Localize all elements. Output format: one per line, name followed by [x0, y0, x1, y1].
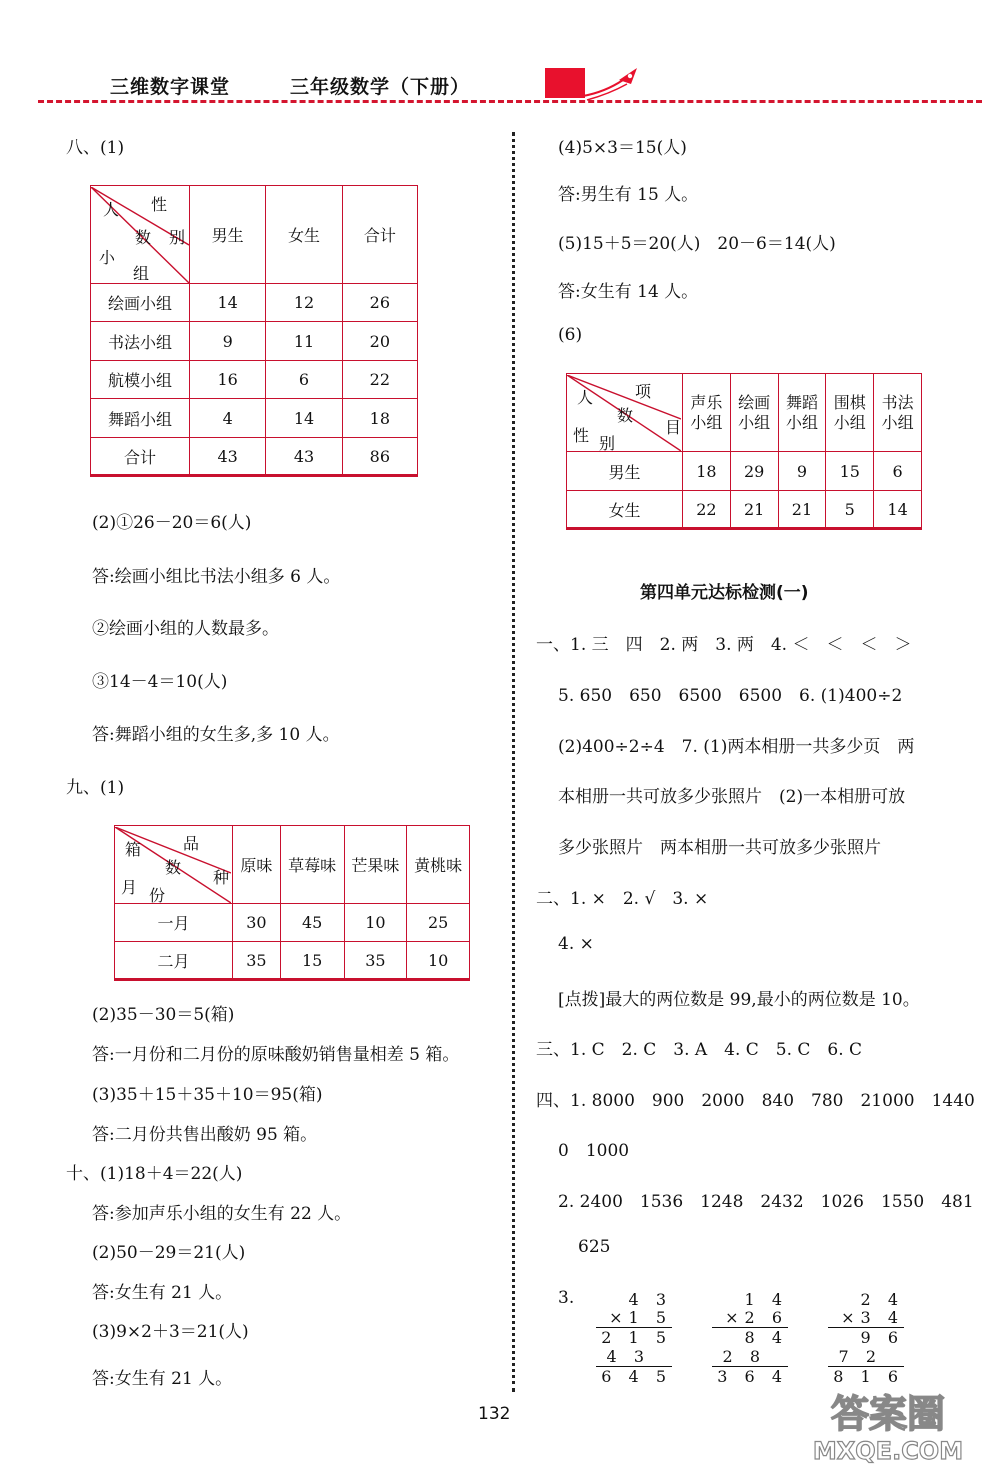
answer-line: (2)35－30＝5(箱) [92, 1005, 235, 1025]
col-header-line: 围棋 [833, 392, 866, 412]
watermark-logo [800, 1385, 975, 1465]
row-label: 合计 [91, 438, 190, 476]
corner-label: 月 [121, 877, 138, 897]
answer-line: 答:参加声乐小组的女生有 22 人。 [92, 1204, 352, 1224]
corner-label: 数 [135, 227, 152, 247]
book-title: 三年级数学（下册） [290, 76, 471, 98]
answer-line: 答:女生有 21 人。 [92, 1283, 233, 1303]
table-cell: 9 [778, 452, 826, 491]
col-header [826, 374, 874, 452]
table-row [91, 361, 418, 399]
corner-label: 数 [617, 405, 634, 425]
answer-line: 答:绘画小组比书法小组多 6 人。 [92, 567, 341, 587]
table-cell: 35 [344, 942, 407, 980]
table-cell: 86 [342, 438, 417, 476]
vertical-multiplication [712, 1290, 788, 1390]
col-header-line: 小组 [738, 412, 771, 432]
column-divider [512, 132, 515, 1392]
corner-label: 种 [213, 867, 230, 887]
corner-label: 目 [665, 417, 682, 437]
col-header-line: 声乐 [690, 392, 723, 412]
answer-line: 二、1. × 2. √ 3. × [536, 889, 709, 909]
table-cell: 11 [266, 322, 342, 361]
answer-line: 答:二月份共售出酸奶 95 箱。 [92, 1125, 318, 1145]
col-header-line: 小组 [785, 412, 818, 432]
table-cell: 14 [190, 284, 266, 322]
group-gender-table [90, 185, 418, 477]
row-label: 航模小组 [91, 361, 190, 399]
answer-line: 625 [578, 1237, 611, 1257]
table-cell: 10 [344, 904, 407, 942]
table-cell: 25 [407, 904, 470, 942]
series-title: 三维数字课堂 [110, 76, 231, 98]
table-cell: 6 [266, 361, 342, 399]
diagonal-header-cell [115, 826, 233, 904]
col-header-line: 小组 [690, 412, 723, 432]
page-header [0, 0, 1000, 110]
product: 6 4 5 [601, 1367, 672, 1386]
col-header: 黄桃味 [407, 826, 470, 904]
col-header: 男生 [190, 186, 266, 284]
table-cell: 15 [280, 942, 344, 980]
multiplier: ×1 5 [609, 1308, 672, 1327]
table-row [91, 284, 418, 322]
multiplicand: 1 4 [744, 1290, 788, 1309]
answer-line: 多少张照片 两本相册一共可放多少张照片 [558, 838, 881, 858]
activity-group-table [566, 373, 922, 530]
multiplier: ×2 6 [725, 1308, 788, 1327]
section-9-label: 九、(1) [66, 778, 125, 798]
table-cell: 22 [342, 361, 417, 399]
hint-line: [点拨]最大的两位数是 99,最小的两位数是 10。 [558, 990, 920, 1010]
product: 8 1 6 [833, 1367, 904, 1386]
table-row [91, 399, 418, 438]
corner-label: 别 [169, 227, 186, 247]
corner-label: 份 [149, 885, 166, 905]
row-label: 男生 [567, 452, 683, 491]
table-cell: 20 [342, 322, 417, 361]
col-header-line: 书法 [881, 392, 914, 412]
partial-product: 9 6 [860, 1328, 904, 1347]
table-cell: 21 [730, 491, 778, 529]
col-header-line: 舞蹈 [785, 392, 818, 412]
answer-line: (3)9×2＋3＝21(人) [92, 1322, 249, 1342]
section-8-label: 八、(1) [66, 138, 125, 158]
corner-label: 组 [133, 263, 150, 283]
corner-label: 箱 [125, 839, 142, 859]
table-cell: 22 [682, 491, 730, 529]
answer-line: 答:女生有 14 人。 [558, 282, 699, 302]
watermark-url: MXQE.COM [812, 1437, 964, 1465]
partial-product: 4 3 [606, 1347, 650, 1366]
row-label: 书法小组 [91, 322, 190, 361]
col-header [730, 374, 778, 452]
answer-line: (5)15＋5＝20(人) 20－6＝14(人) [558, 234, 836, 254]
corner-label: 数 [165, 857, 182, 877]
row-label: 舞蹈小组 [91, 399, 190, 438]
vertical-multiplication [596, 1290, 672, 1390]
answer-line: (2)400÷2÷4 7. (1)两本相册一共多少页 两 [558, 737, 915, 757]
answer-line: (2)50－29＝21(人) [92, 1243, 246, 1263]
col-header [778, 374, 826, 452]
table-cell: 14 [266, 399, 342, 438]
table-row [91, 438, 418, 476]
table-cell: 35 [232, 942, 280, 980]
answer-line: 答:一月份和二月份的原味酸奶销售量相差 5 箱。 [92, 1045, 460, 1065]
diagonal-header-cell [567, 374, 683, 452]
table-row [115, 904, 470, 942]
vertical-multiplication [828, 1290, 904, 1390]
table-cell: 4 [190, 399, 266, 438]
product: 3 6 4 [717, 1367, 788, 1386]
table-row [567, 452, 922, 491]
partial-product: 7 2 [838, 1347, 882, 1366]
table-cell: 29 [730, 452, 778, 491]
col-header-line: 小组 [833, 412, 866, 432]
answer-line: 答:舞蹈小组的女生多,多 10 人。 [92, 725, 340, 745]
row-label: 绘画小组 [91, 284, 190, 322]
table-row [91, 322, 418, 361]
answer-line: 答:女生有 21 人。 [92, 1369, 233, 1389]
table-cell: 21 [778, 491, 826, 529]
table-cell: 9 [190, 322, 266, 361]
section-10-line: 十、(1)18＋4＝22(人) [66, 1164, 243, 1184]
table-cell: 43 [190, 438, 266, 476]
partial-product: 2 8 [722, 1347, 766, 1366]
table-cell: 14 [874, 491, 922, 529]
multiplicand: 2 4 [860, 1290, 904, 1309]
corner-label: 人 [103, 199, 120, 219]
table-cell: 10 [407, 942, 470, 980]
col-header: 合计 [342, 186, 417, 284]
partial-product: 2 1 5 [601, 1328, 672, 1347]
answer-line: 本相册一共可放多少张照片 (2)一本相册可放 [558, 787, 906, 807]
row-label: 女生 [567, 491, 683, 529]
table-cell: 15 [826, 452, 874, 491]
answer-line: ②绘画小组的人数最多。 [92, 619, 279, 639]
multiplier: ×3 4 [841, 1308, 904, 1327]
corner-label: 性 [151, 194, 168, 214]
answer-line: 0 1000 [558, 1141, 630, 1161]
answer-line: 答:男生有 15 人。 [558, 185, 699, 205]
answer-line: (3)35＋15＋35＋10＝95(箱) [92, 1085, 323, 1105]
col-header [682, 374, 730, 452]
answer-line: 四、1. 8000 900 2000 840 780 21000 1440 [536, 1091, 975, 1111]
col-header: 女生 [266, 186, 342, 284]
corner-label: 人 [577, 387, 594, 407]
partial-product: 8 4 [744, 1328, 788, 1347]
answer-line: 5. 650 650 6500 6500 6. (1)400÷2 [558, 686, 903, 706]
diagonal-header-cell [91, 186, 190, 284]
corner-label: 小 [99, 247, 116, 267]
corner-label: 项 [635, 381, 652, 401]
corner-label: 性 [573, 425, 590, 445]
table-cell: 30 [232, 904, 280, 942]
watermark-text: 答案圈 [830, 1392, 946, 1436]
table-cell: 5 [826, 491, 874, 529]
table-cell: 12 [266, 284, 342, 322]
table-cell: 18 [342, 399, 417, 438]
answer-line: 一、1. 三 四 2. 两 3. 两 4. ＜ ＜ ＜ ＞ [536, 635, 912, 655]
table-row [115, 942, 470, 980]
header-dashed-rule [38, 100, 982, 103]
table-row [567, 491, 922, 529]
col-header: 芒果味 [344, 826, 407, 904]
col-header [874, 374, 922, 452]
table-cell: 6 [874, 452, 922, 491]
rocket-icon [575, 62, 645, 102]
answer-line: ③14－4＝10(人) [92, 672, 228, 692]
table-cell: 26 [342, 284, 417, 322]
answer-line: (6) [558, 325, 583, 345]
col-header: 草莓味 [280, 826, 344, 904]
table-cell: 16 [190, 361, 266, 399]
table-cell: 43 [266, 438, 342, 476]
row-label: 一月 [115, 904, 233, 942]
answer-line: (4)5×3＝15(人) [558, 138, 687, 158]
answer-line: 4. × [558, 934, 594, 954]
unit-test-title: 第四单元达标检测(一) [640, 583, 809, 603]
corner-label: 品 [183, 833, 200, 853]
yogurt-sales-table [114, 825, 470, 981]
multiplicand: 4 3 [628, 1290, 672, 1309]
answer-line: (2)①26－20＝6(人) [92, 513, 252, 533]
col-header-line: 小组 [881, 412, 914, 432]
col-header: 原味 [232, 826, 280, 904]
answer-line: 2. 2400 1536 1248 2432 1026 1550 481 [558, 1192, 974, 1212]
row-label: 二月 [115, 942, 233, 980]
table-cell: 45 [280, 904, 344, 942]
page-number: 132 [478, 1404, 511, 1424]
col-header-line: 绘画 [738, 392, 771, 412]
corner-label: 别 [599, 433, 616, 453]
question-label: 3. [558, 1288, 575, 1308]
table-cell: 18 [682, 452, 730, 491]
answer-line: 三、1. C 2. C 3. A 4. C 5. C 6. C [536, 1040, 863, 1060]
